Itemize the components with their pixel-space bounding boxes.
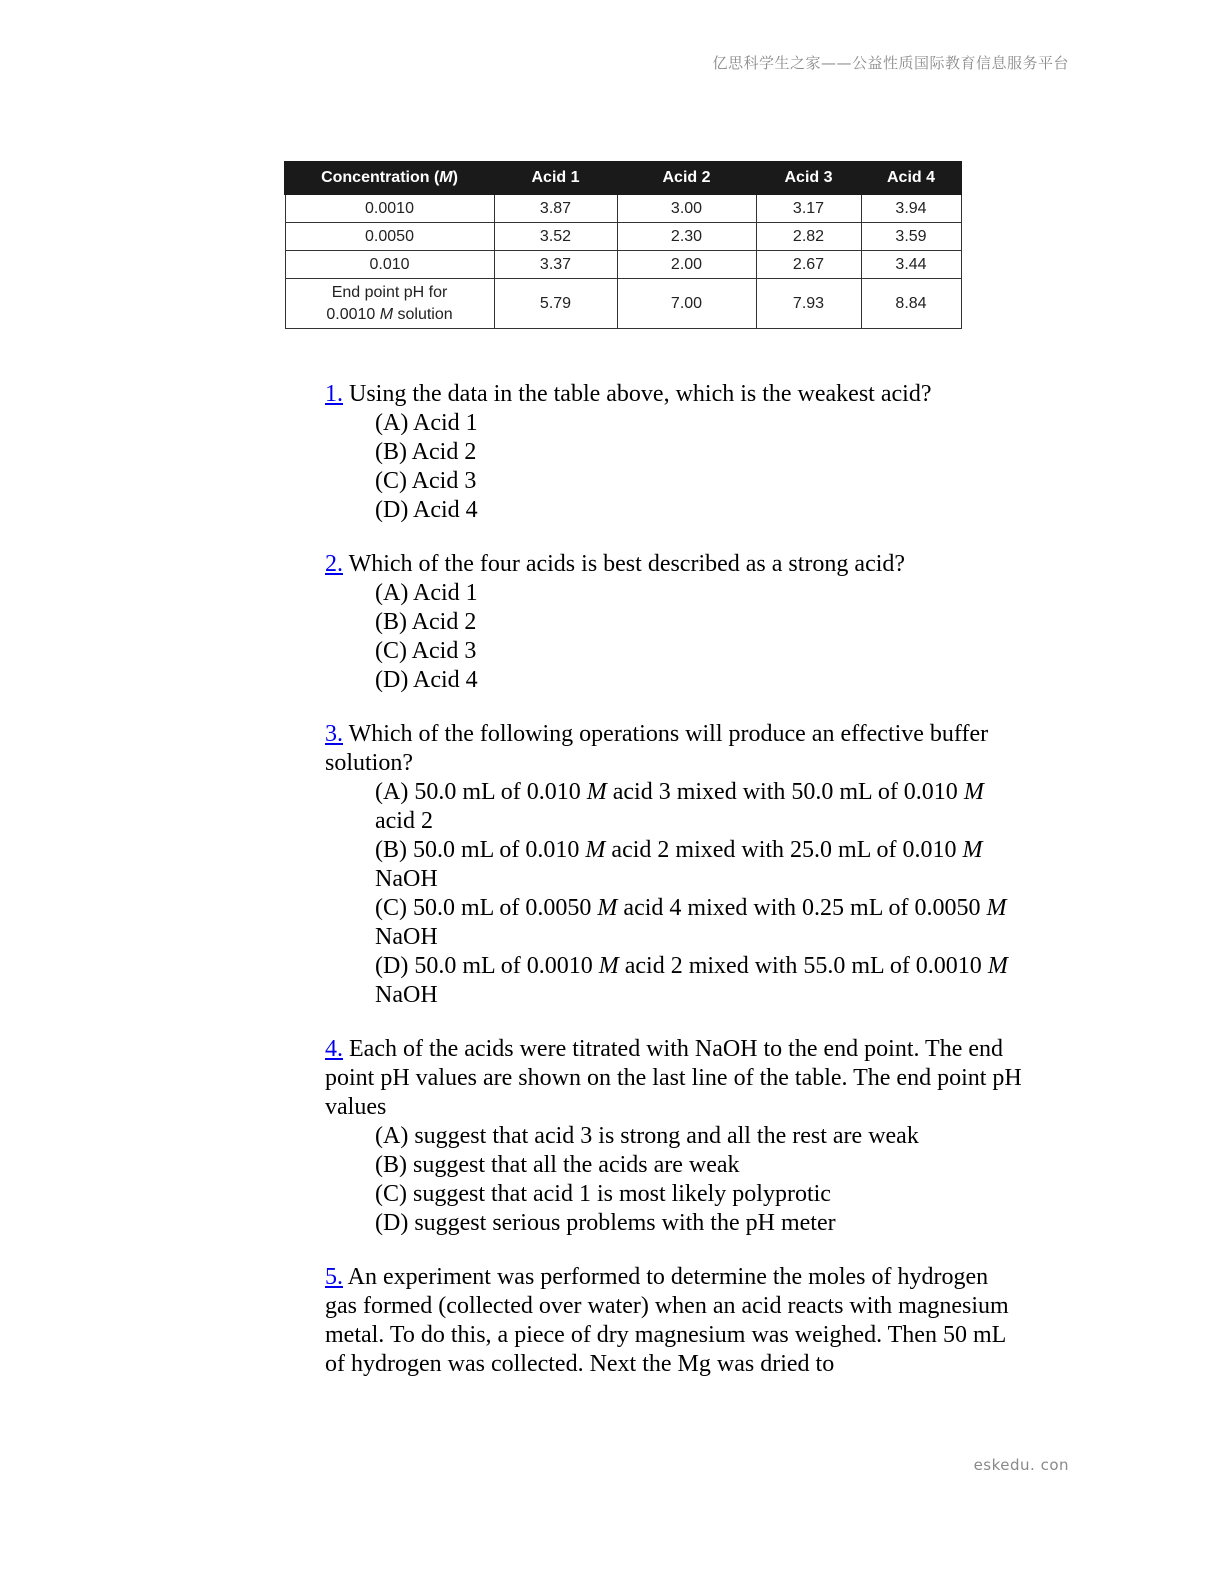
answer-option: (A) Acid 1 [375,580,478,606]
question-text: Which of the four acids is best described as a strong acid? [343,551,906,577]
page-footer: eskedu. con [973,1456,1069,1474]
table-header-row [285,162,961,194]
answer-option: (A) suggest that acid 3 is strong and all the rest are weak [375,1123,919,1149]
answer-option: (C) 50.0 mL of 0.0050 M acid 4 mixed with 0.25 mL of 0.0050 M NaOH [375,895,1007,950]
answer-option: (C) Acid 3 [375,638,477,664]
table-cell: 2.67 [756,251,861,279]
answer-option: (B) suggest that all the acids are weak [375,1152,740,1178]
answer-option: (A) 50.0 mL of 0.010 M acid 3 mixed with 50.0 mL of 0.010 M acid 2 [375,779,984,834]
table-cell: 0.0050 [285,223,494,251]
table-cell: 7.93 [756,279,861,329]
table-cell: 2.00 [617,251,756,279]
table-cell: 7.00 [617,279,756,329]
acid-data-table [284,161,962,329]
question-1 [325,380,1025,525]
table-cell: 0.010 [285,251,494,279]
question-2 [325,550,1025,695]
header-acid-4: Acid 4 [861,162,961,194]
question-number-link[interactable]: 2. [325,551,343,577]
table-cell: 8.84 [861,279,961,329]
answer-option: (A) Acid 1 [375,410,478,436]
table-cell: 0.0010 [285,194,494,223]
question-number-link[interactable]: 1. [325,381,343,407]
question-number-link[interactable]: 4. [325,1036,343,1062]
question-text: An experiment was performed to determine the moles of hydrogen gas formed (collected over water) when an acid reacts with magnesium metal. To do this, a piece of dry magnesium was weighed. Then 50 mL of hydrogen was collected. Next the Mg was dried to [325,1264,1009,1377]
table-cell: 3.37 [494,251,617,279]
answer-option: (C) suggest that acid 1 is most likely polyprotic [375,1181,831,1207]
table-cell: 2.82 [756,223,861,251]
table-row [285,194,961,223]
table-cell: 3.44 [861,251,961,279]
answer-option: (C) Acid 3 [375,468,477,494]
question-text: Each of the acids were titrated with NaOH to the end point. The end point pH values are shown on the last line of the table. The end point pH values [325,1036,1022,1120]
question-4 [325,1035,1025,1238]
table-cell: 3.52 [494,223,617,251]
table-cell: 3.87 [494,194,617,223]
header-acid-3: Acid 3 [756,162,861,194]
header-concentration: Concentration (M) [285,162,494,194]
question-number-link[interactable]: 3. [325,721,343,747]
table-cell: 3.00 [617,194,756,223]
table-row-endpoint [285,279,961,329]
endpoint-label-cell: End point pH for 0.0010 M solution [285,279,494,329]
question-3 [325,720,1025,1010]
answer-option: (B) Acid 2 [375,609,477,635]
answer-option: (D) suggest serious problems with the pH meter [375,1210,836,1236]
answer-option: (B) 50.0 mL of 0.010 M acid 2 mixed with 25.0 mL of 0.010 M NaOH [375,837,983,892]
table-row [285,223,961,251]
answer-option: (B) Acid 2 [375,439,477,465]
page-header: 亿思科学生之家——公益性质国际教育信息服务平台 [712,54,1069,72]
table-cell: 2.30 [617,223,756,251]
table-cell: 5.79 [494,279,617,329]
table-cell: 3.17 [756,194,861,223]
questions-section [325,380,1025,1404]
answer-option: (D) Acid 4 [375,667,478,693]
answer-option: (D) 50.0 mL of 0.0010 M acid 2 mixed with 55.0 mL of 0.0010 M NaOH [375,953,1008,1008]
question-number-link[interactable]: 5. [325,1264,343,1290]
header-acid-2: Acid 2 [617,162,756,194]
table-row [285,251,961,279]
table-cell: 3.59 [861,223,961,251]
table-cell: 3.94 [861,194,961,223]
question-text: Using the data in the table above, which is the weakest acid? [343,381,932,407]
answer-option: (D) Acid 4 [375,497,478,523]
question-5 [325,1263,1025,1379]
question-text: Which of the following operations will produce an effective buffer solution? [325,721,989,776]
header-acid-1: Acid 1 [494,162,617,194]
